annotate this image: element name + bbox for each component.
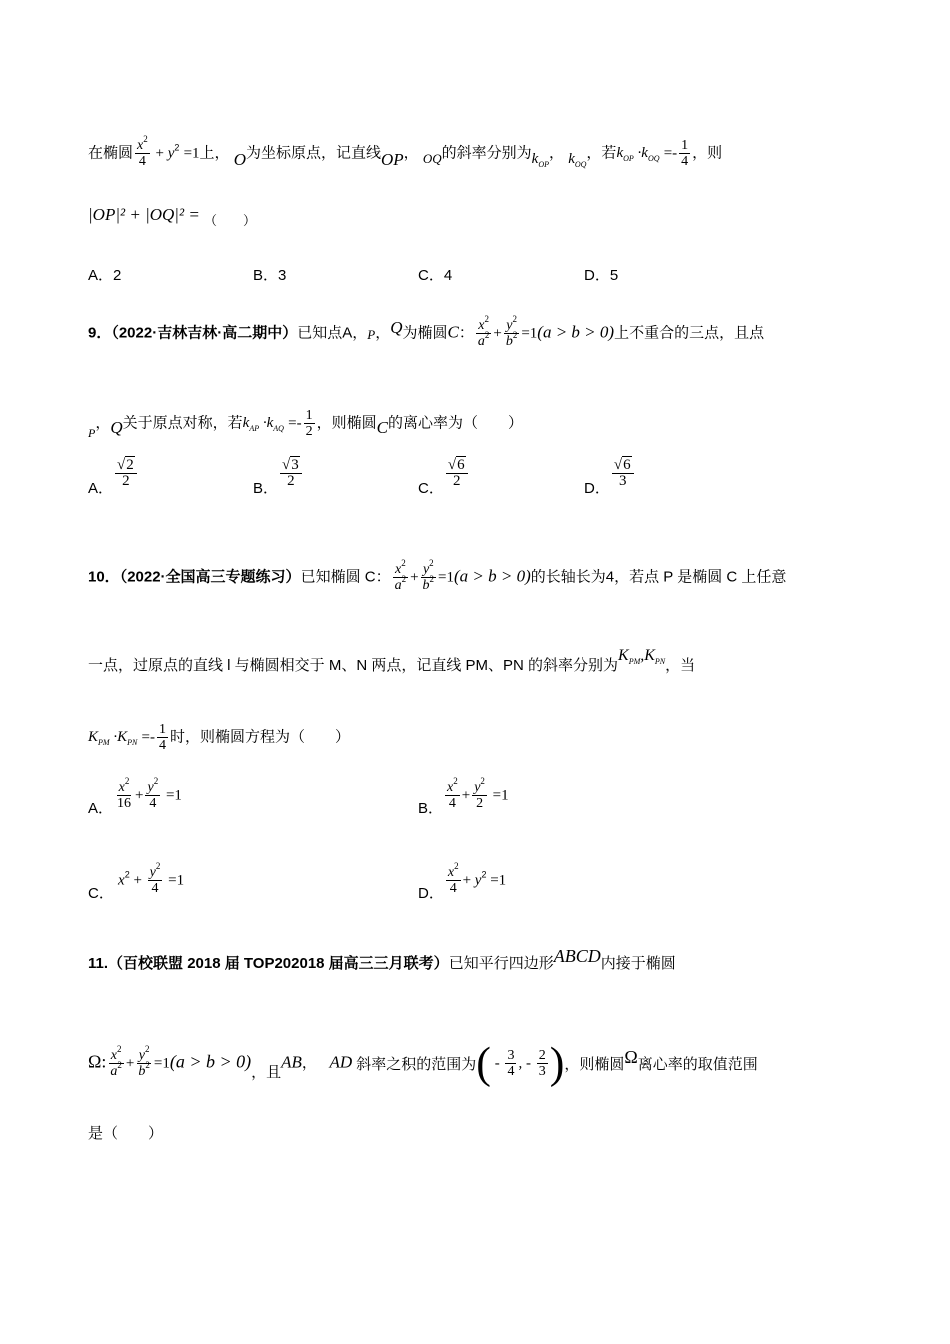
q8-cond-rhs: =- (663, 145, 678, 162)
q8-option-b[interactable]: B．3 (253, 267, 287, 284)
q8-text-then: ，则 (692, 144, 723, 162)
q9-C: C (447, 322, 459, 342)
q9-line2-C: C (376, 418, 388, 438)
q9-text-symmetric: 关于原点对称，若 (122, 414, 243, 432)
q11-text-inscribed: 内接于椭圆 (600, 955, 676, 972)
q10-number: 10． (88, 568, 120, 586)
q11-line3 (88, 1124, 163, 1144)
q9-cond: (a > b > 0) (537, 322, 615, 342)
q10-option-d[interactable]: D． $\frac{x^2}{4}$ + $y^2 =1$ (418, 861, 507, 903)
q11-line2: Ω: $\frac{x^2}{a^2}$ + $\frac{y^2}{b^2}$ =1(a > b > 0)，且AB， AD 斜率之积的范围为( - $\frac{3}{4}$ , - $\frac{2}{3}$ )，则椭圆Ω离心率的取值范围 (88, 1038, 758, 1088)
q10-line1: 10．（2022·全国高三专题练习）已知椭圆 C： $\frac{x^2}{a^2}$ + $\frac{y^2}{b^2}$ =1(a > b > 0)的长轴长为4，若点 P 是椭圆 C 上任意 (88, 558, 787, 593)
q8-cond-k: $k_{OP} \cdot k_{OQ}$ (616, 145, 660, 164)
q9-number: 9． (88, 324, 112, 342)
q8-OP: OP (381, 150, 404, 170)
q10-source: （2022·全国高三专题练习） (119, 568, 301, 586)
q11-omega: Ω (88, 1051, 102, 1072)
q11-text-ellipse: ，则椭圆 (564, 1056, 625, 1074)
q9-option-b[interactable]: B． $\frac{√3}{2}$ (253, 458, 304, 489)
q8-line2 (88, 205, 256, 226)
q8-text-if: ，若 (586, 144, 617, 162)
q11-cond: (a > b > 0) (169, 1051, 252, 1072)
q11-AD: AD (329, 1052, 353, 1072)
q10-frac-y: $\frac{y^2}{b^2}$ (422, 558, 435, 593)
q11-number-source: 11.（百校联盟 2018 届 TOP202018 届高三三月联考） (88, 955, 449, 972)
q9-text-three-points: 上不重合的三点，且点 (614, 324, 765, 342)
q9-text-eccentricity: 的离心率为（ ） (387, 414, 523, 432)
q9-option-d[interactable]: D． $\frac{√6}{3}$ (584, 458, 636, 489)
q11-range-frac2: $\frac{2}{3}$ (538, 1048, 546, 1079)
q8-text-origin: 为坐标原点，记直线 (245, 144, 381, 162)
q10-cond-frac: $\frac{1}{4}$ (158, 722, 166, 753)
q8-option-c[interactable]: C．4 (418, 267, 453, 284)
q9-line2: $_P$，Q关于原点对称，若$k_{AP} \cdot k_{AQ}$ =- $\frac{1}{2}$ ，则椭圆C的离心率为（ ） (88, 408, 523, 441)
q10-line2 (88, 647, 696, 678)
q9-line2-P: P (88, 426, 96, 441)
q10-line3: $K_{PM} \cdot K_{PN}$ =- $\frac{1}{4}$ 时，则椭圆方程为（ ） (88, 722, 350, 753)
q11-text-and: ，且 (251, 1064, 282, 1082)
q10-option-c[interactable]: C． $x^2$ + $\frac{y^2}{4}$ =1 (88, 861, 185, 903)
q10-K-product: $K_{PM} \cdot K_{PN}$ (88, 729, 138, 748)
q8-option-d[interactable]: D．5 (584, 267, 619, 284)
q8-k-op: $k_{OP}$ (531, 151, 549, 170)
q8-cond-frac: $\frac{1}{4}$ (681, 138, 689, 169)
q10-cond: (a > b > 0) (454, 566, 531, 586)
q9-text-then: ，则椭圆 (316, 414, 377, 432)
q9-cond-frac: $\frac{1}{2}$ (305, 408, 313, 439)
q9-line1: 9．（2022·吉林吉林·高二期中）已知点A，P，Q为椭圆C： $\frac{x^2}{a^2}$ + $\frac{y^2}{b^2}$ =1(a > b > 0)上不重合的三点，且点 (88, 314, 765, 349)
q11-AB: AB (281, 1052, 302, 1072)
q11-omega-2: Ω (624, 1047, 638, 1068)
q9-k-product: $k_{AP} \cdot k_{AQ}$ (242, 415, 284, 434)
q10-text-equation: 时，则椭圆方程为（ ） (169, 728, 350, 746)
q8-frac-x2-4: $\frac{x^2}{4}$ (137, 134, 148, 169)
q10-option-a[interactable]: A． $\frac{x^2}{16}$ + $\frac{y^2}{4}$ =1 (88, 776, 182, 818)
q8-text-ellipse: 在椭圆 (88, 144, 134, 162)
q8-O: O (233, 150, 246, 170)
q9-frac-x: $\frac{x^2}{a^2}$ (477, 314, 490, 349)
q9-line2-Q: Q (110, 418, 123, 438)
q9-text-point: 已知点A， (297, 324, 368, 342)
q8-text-slopes: 的斜率分别为 (441, 144, 532, 162)
q9-ellipse-rhs: =1 (521, 325, 538, 342)
q8-sum-expr: |OP|² + |OQ|² = (88, 205, 200, 224)
q9-source: （2022·吉林吉林·高二期中） (111, 324, 298, 342)
q9-option-a[interactable]: A． $\frac{√2}{2}$ (88, 458, 139, 489)
q9-frac-y: $\frac{y^2}{b^2}$ (505, 314, 518, 349)
q11-text-answer: 是（ ） (88, 1125, 164, 1142)
q11-frac-x: $\frac{x^2}{a^2}$ (110, 1044, 122, 1079)
q8-OQ: OQ (422, 151, 442, 167)
q10-text-when: ，当 (665, 657, 696, 674)
q9-P: P (367, 327, 376, 343)
q11-text-eccentricity-range: 离心率的取值范围 (637, 1056, 758, 1074)
q11-text-parallelogram: 已知平行四边形 (448, 955, 554, 972)
q8-answer-paren: （ ） (203, 213, 256, 228)
q10-text-major-axis: 的长轴长为4，若点 P 是椭圆 C 上任意 (530, 568, 787, 586)
q11-text-slope-product: 斜率之积的范围为 (356, 1056, 477, 1074)
q10-text-ellipse: 已知椭圆 C： (300, 568, 391, 586)
q8-option-a[interactable]: A．2 (88, 267, 122, 284)
q11-range-frac1: $\frac{3}{4}$ (507, 1048, 515, 1079)
q10-option-b[interactable]: B． $\frac{x^2}{4}$ + $\frac{y^2}{2}$ =1 (418, 776, 509, 818)
q8-k-oq: $k_{OQ}$ (568, 151, 587, 170)
q11-frac-y: $\frac{y^2}{b^2}$ (138, 1044, 150, 1079)
q8-line1: 在椭圆 $\frac{x^2}{4}$ + $y^2 =1$上， O为坐标原点，记直线OP， OQ的斜率分别为$k_{OP}$， $k_{OQ}$，若$k_{OP} \cdot k_{OQ}$ =- $\frac{1}{4}$ ，则 (88, 134, 723, 170)
q9-option-c[interactable]: C． $\frac{√6}{2}$ (418, 458, 470, 489)
q9-text-on-ellipse: 为椭圆 (402, 324, 448, 342)
q10-text-line: 一点，过原点的直线 l 与椭圆相交于 M、N 两点，记直线 PM、PN 的斜率分别为 (88, 657, 619, 674)
q10-frac-x: $\frac{x^2}{a^2}$ (394, 558, 407, 593)
q10-K-pm-pn: $K_{PM},K_{PN}$ (618, 647, 666, 666)
q11-line1 (88, 946, 676, 972)
q8-eq-one: =1上， (183, 145, 230, 162)
q8-y: y (167, 145, 175, 162)
q11-ABCD: ABCD (553, 946, 601, 966)
q9-Q: Q (390, 318, 403, 338)
